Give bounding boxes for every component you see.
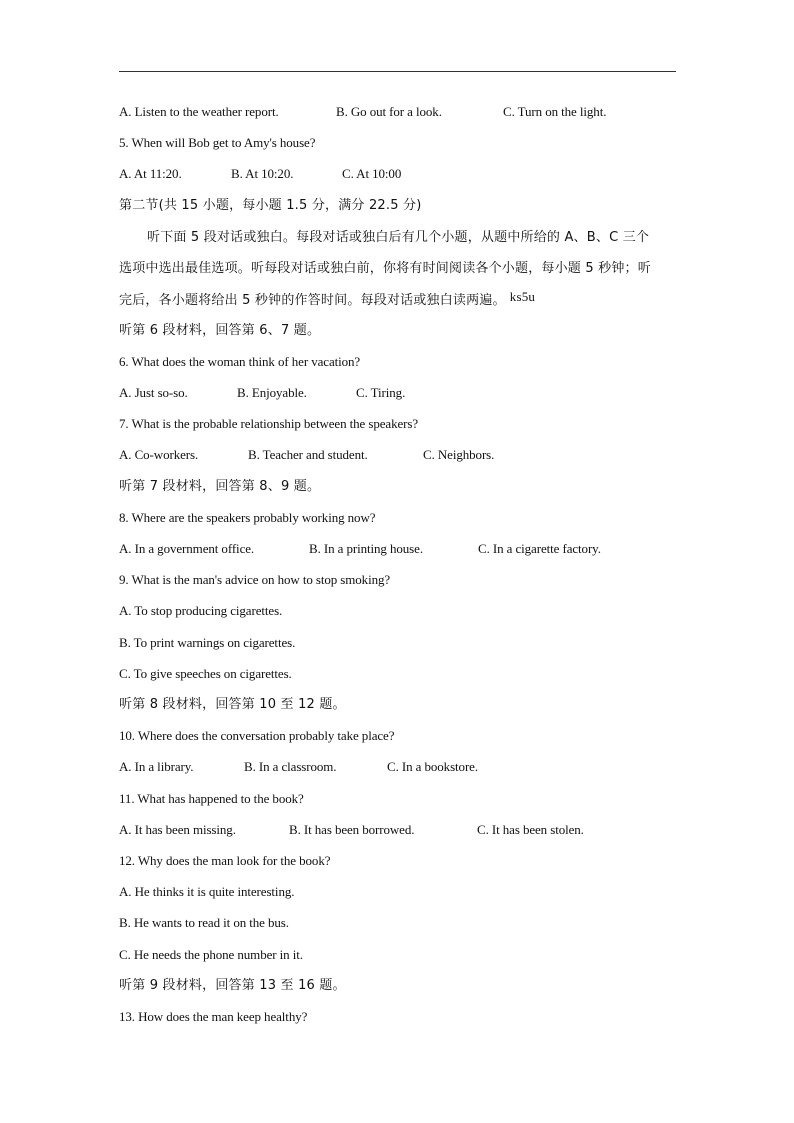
q10-question: 10. Where does the conversation probably take place? [119, 728, 395, 743]
watermark-text: ks5u [509, 289, 536, 304]
q5-question: 5. When will Bob get to Amy's house? [119, 135, 316, 150]
material-6-heading: 听第 6 段材料，回答第 6、7 题。 [119, 323, 321, 338]
q9-question: 9. What is the man's advice on how to stop smoking? [119, 572, 391, 587]
q12-option-a: A. He thinks it is quite interesting. [119, 884, 295, 899]
q10-option-a: A. In a library. [119, 759, 194, 774]
q5-option-a: A. At 11:20. [119, 166, 182, 181]
material-9-heading: 听第 9 段材料，回答第 13 至 16 题。 [119, 978, 346, 993]
section2-instruction-2: 选项中选出最佳选项。听每段对话或独白前，你将有时间阅读各个小题，每小题 5 秒钟；听 [119, 261, 651, 276]
q7-question: 7. What is the probable relationship between the speakers? [119, 416, 418, 431]
q8-option-c: C. In a cigarette factory. [478, 541, 601, 556]
q4-option-b: B. Go out for a look. [336, 104, 442, 119]
material-8-heading: 听第 8 段材料，回答第 10 至 12 题。 [119, 697, 346, 712]
q12-option-c: C. He needs the phone number in it. [119, 947, 303, 962]
q11-option-c: C. It has been stolen. [477, 822, 584, 837]
q10-option-b: B. In a classroom. [244, 759, 337, 774]
q10-option-c: C. In a bookstore. [387, 759, 478, 774]
section2-instruction-3-row [119, 291, 535, 310]
q6-option-a: A. Just so-so. [119, 385, 188, 400]
q7-option-c: C. Neighbors. [423, 447, 495, 462]
q4-option-c: C. Turn on the light. [503, 104, 607, 119]
q8-question: 8. Where are the speakers probably working now? [119, 510, 376, 525]
q8-option-a: A. In a government office. [119, 541, 255, 556]
q5-option-b: B. At 10:20. [231, 166, 294, 181]
q8-option-b: B. In a printing house. [309, 541, 423, 556]
q7-option-a: A. Co-workers. [119, 447, 199, 462]
q11-question: 11. What has happened to the book? [119, 791, 304, 806]
q6-question: 6. What does the woman think of her vacation? [119, 354, 361, 369]
section2-instruction-1: 听下面 5 段对话或独白。每段对话或独白后有几个小题，从题中所给的 A、B、C 三个 [147, 230, 650, 245]
q11-option-a: A. It has been missing. [119, 822, 236, 837]
header-rule [119, 71, 676, 72]
q7-option-b: B. Teacher and student. [248, 447, 368, 462]
q11-option-b: B. It has been borrowed. [289, 822, 415, 837]
q9-option-c: C. To give speeches on cigarettes. [119, 666, 292, 681]
q6-option-b: B. Enjoyable. [237, 385, 307, 400]
section2-instruction-3: 完后，各小题将给出 5 秒钟的作答时间。每段对话或独白读两遍。 [119, 293, 506, 308]
q13-question: 13. How does the man keep healthy? [119, 1009, 308, 1024]
q9-option-b: B. To print warnings on cigarettes. [119, 635, 296, 650]
q12-question: 12. Why does the man look for the book? [119, 853, 331, 868]
material-7-heading: 听第 7 段材料，回答第 8、9 题。 [119, 479, 321, 494]
section2-heading: 第二节(共 15 小题，每小题 1.5 分，满分 22.5 分) [119, 198, 422, 213]
q6-option-c: C. Tiring. [356, 385, 406, 400]
q5-option-c: C. At 10:00 [342, 166, 402, 181]
q4-option-a: A. Listen to the weather report. [119, 104, 279, 119]
q12-option-b: B. He wants to read it on the bus. [119, 915, 289, 930]
q9-option-a: A. To stop producing cigarettes. [119, 603, 283, 618]
